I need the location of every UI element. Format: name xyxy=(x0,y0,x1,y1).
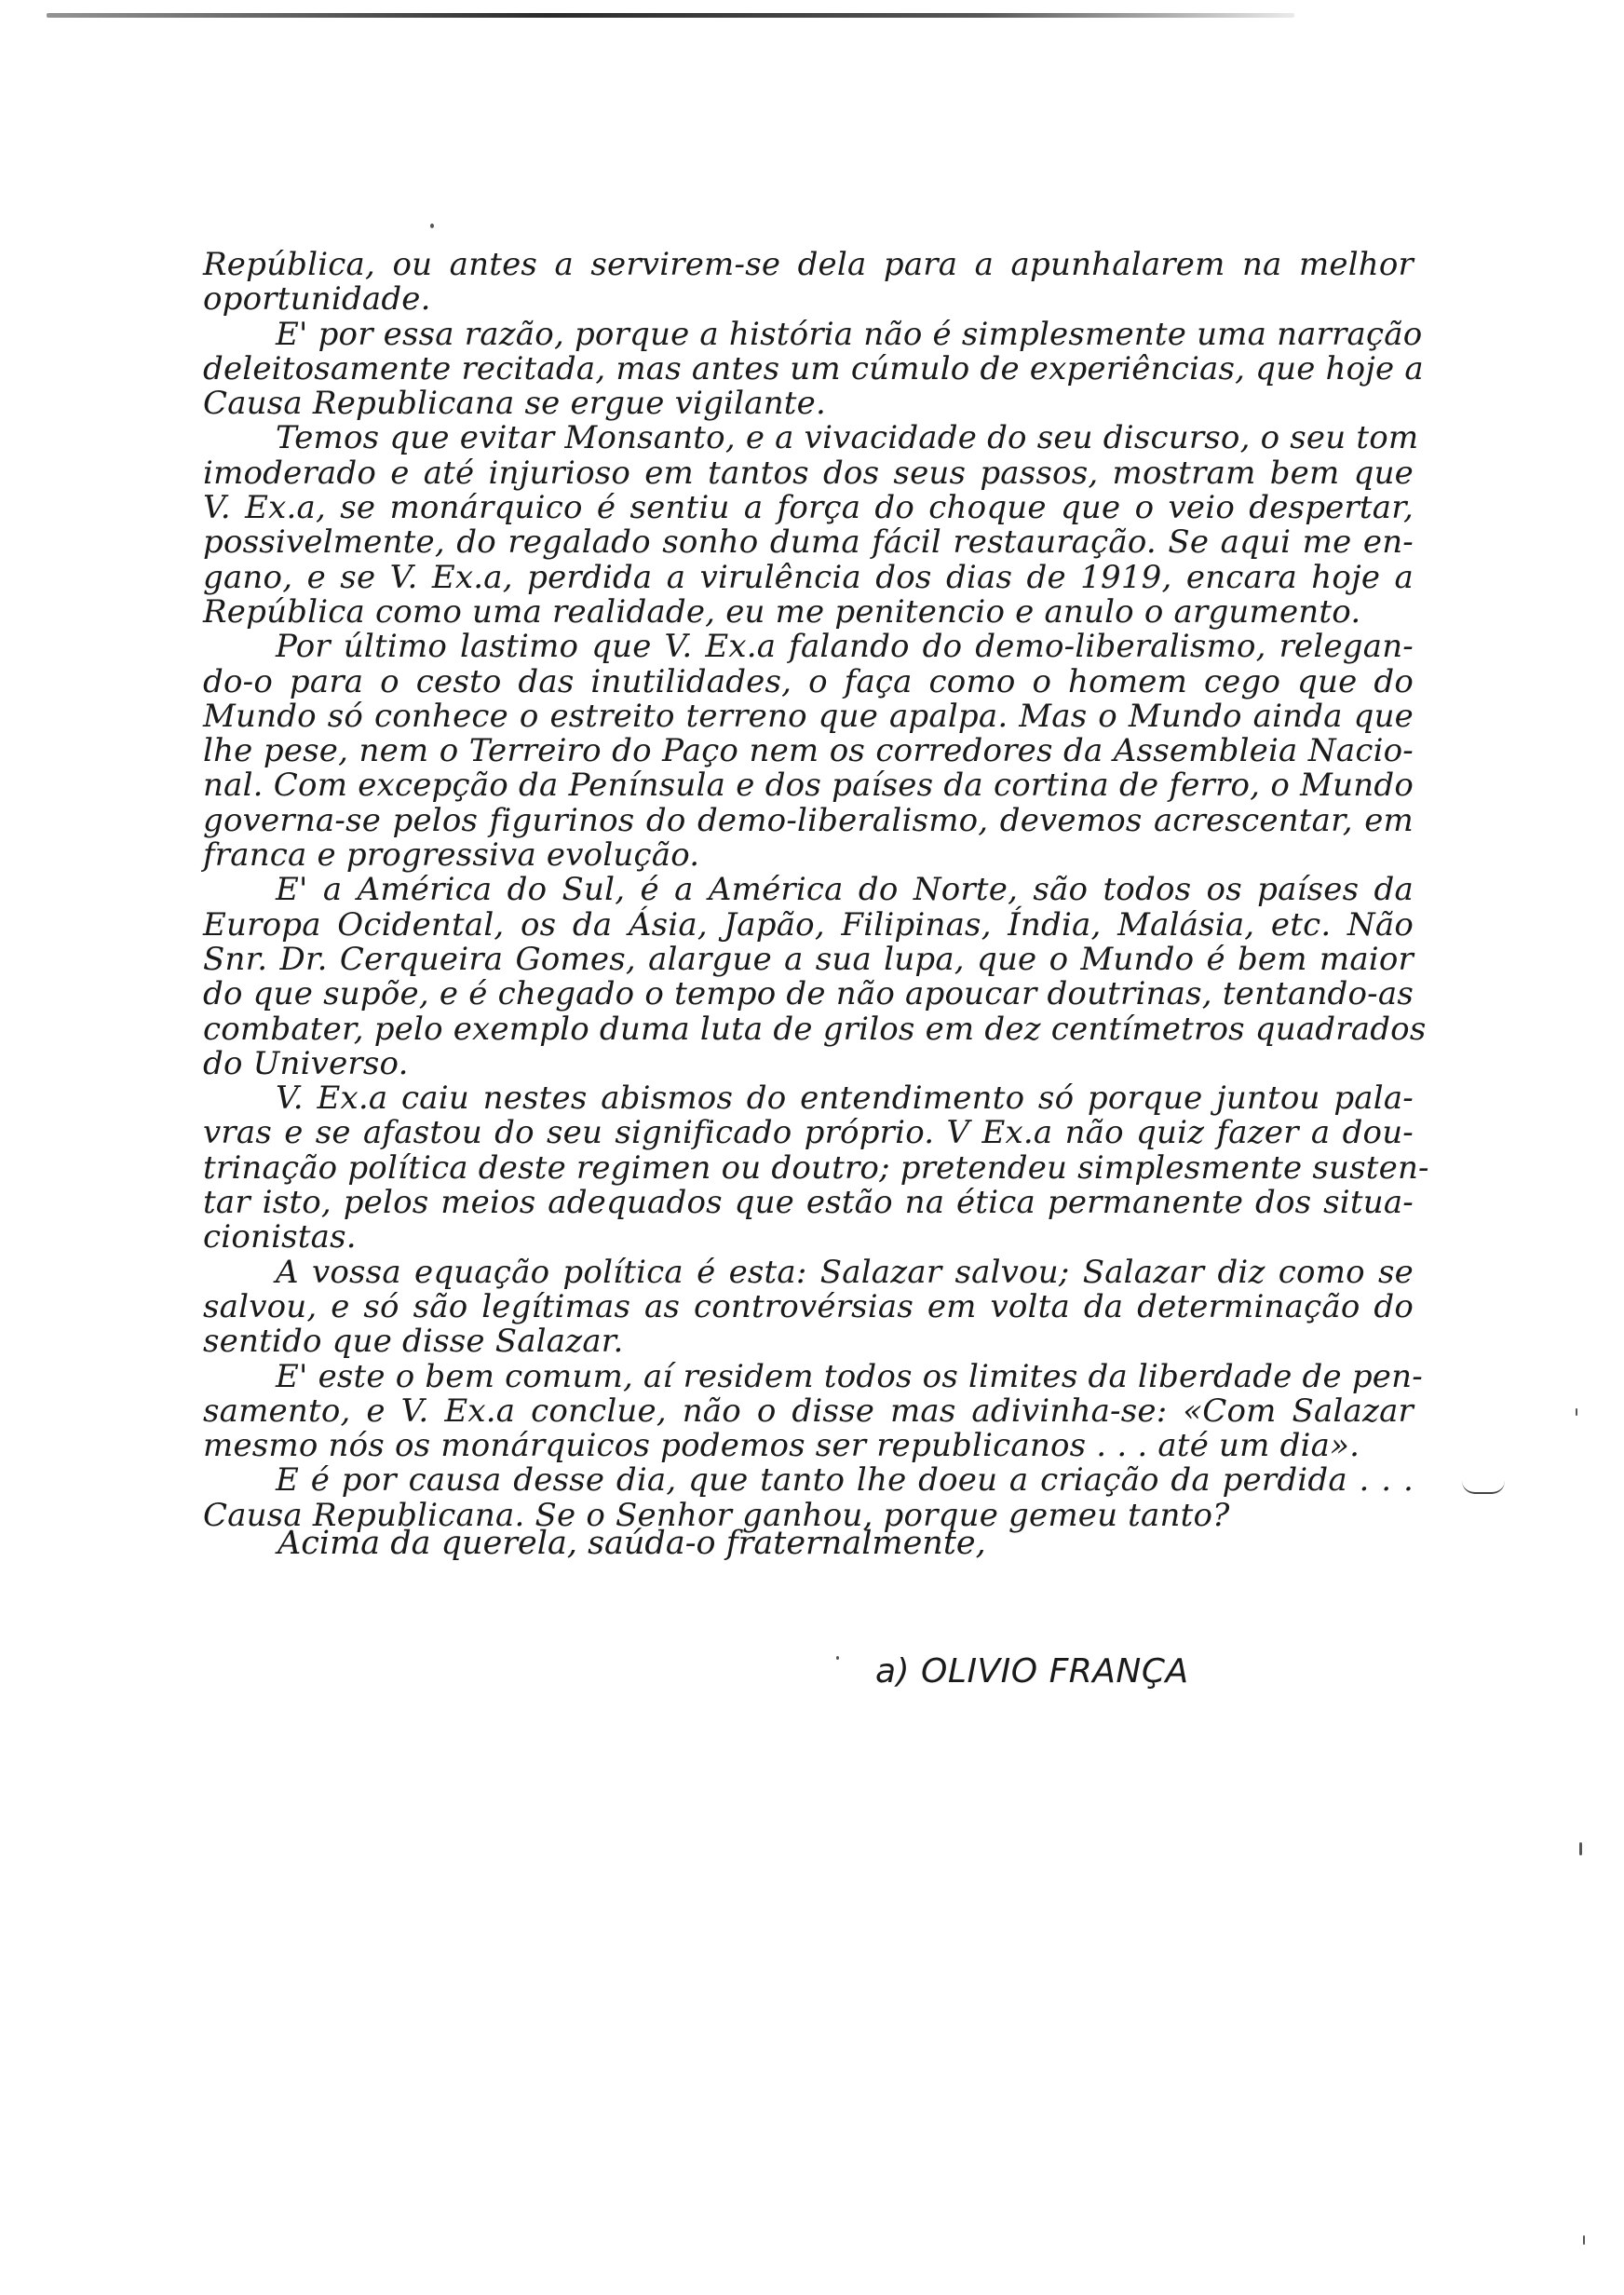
text-line: Por último lastimo que V. Ex.a falando do demo-liberalismo, relegan- xyxy=(276,628,1414,666)
text-line: imoderado e até injurioso em tantos dos seus passos, mostram bem que xyxy=(203,454,1414,492)
text-line: franca e progressiva evolução. xyxy=(203,836,700,875)
text-line: deleitosamente recitada, mas antes um cúmulo de experiências, que hoje a xyxy=(203,349,1424,387)
text-line: sentido que disse Salazar. xyxy=(203,1323,624,1361)
text-line: E é por causa desse dia, que tanto lhe doeu a criação da perdida . . . xyxy=(276,1461,1414,1500)
text-line: do que supõe, e é chegado o tempo de não apoucar doutrinas, tentando-as xyxy=(203,975,1414,1013)
text-line: tar isto, pelos meios adequados que estão na ética permanente dos situa- xyxy=(203,1184,1414,1222)
text-line: trinação política deste regimen ou doutro; pretendeu simplesmente susten- xyxy=(203,1148,1429,1187)
scan-speck xyxy=(1576,1408,1577,1416)
letter-body xyxy=(203,246,1429,1534)
text-line: A vossa equação política é esta: Salazar salvou; Salazar diz como se xyxy=(276,1253,1414,1291)
text-line: vras e se afastou do seu significado próprio. V Ex.a não quiz fazer a dou- xyxy=(203,1114,1414,1152)
text-line: samento, e V. Ex.a conclue, não o disse mas adivinha-se: «Com Salazar xyxy=(203,1392,1414,1430)
scan-speck xyxy=(1583,2235,1585,2245)
scan-speck xyxy=(1579,1842,1582,1855)
text-line: Snr. Dr. Cerqueira Gomes, alargue a sua lupa, que o Mundo é bem maior xyxy=(203,940,1414,978)
text-line: do-o para o cesto das inutilidades, o faça como o homem cego que do xyxy=(203,662,1414,700)
text-line: Mundo só conhece o estreito terreno que apalpa. Mas o Mundo ainda que xyxy=(203,697,1414,735)
text-line: República como uma realidade, eu me penitencio e anulo o argumento. xyxy=(203,592,1361,631)
text-line: V. Ex.a caiu nestes abismos do entendimento só porque juntou pala- xyxy=(276,1080,1414,1118)
closing-salutation: Acima da querela, saúda-o fraternalmente, xyxy=(277,1525,986,1562)
text-line: lhe pese, nem o Terreiro do Paço nem os corredores da Assembleia Nacio- xyxy=(203,732,1414,770)
text-line: cionistas. xyxy=(203,1218,357,1256)
text-line: República, ou antes a servirem-se dela para a apunhalarem na melhor xyxy=(203,246,1414,283)
scan-speck xyxy=(430,224,434,228)
text-line: combater, pelo exemplo duma luta de grilos em dez centímetros quadrados xyxy=(203,1010,1427,1048)
text-line: salvou, e só são legítimas as controvérsias em volta da determinação do xyxy=(203,1287,1414,1325)
text-line: E' por essa razão, porque a história não é simplesmente uma narração xyxy=(276,315,1423,353)
scan-speck xyxy=(836,1656,839,1660)
scan-edge-mark xyxy=(1462,1481,1505,1494)
signature-line: a) OLIVIO FRANÇA xyxy=(875,1652,1189,1691)
text-line: Causa Republicana se ergue vigilante. xyxy=(203,385,826,423)
text-line: V. Ex.a, se monárquico é sentiu a força do choque que o veio despertar, xyxy=(203,489,1414,527)
text-line: Temos que evitar Monsanto, e a vivacidade do seu discurso, o seu tom xyxy=(276,419,1419,457)
text-line: E' a América do Sul, é a América do Norte, são todos os países da xyxy=(276,871,1414,909)
text-line: possivelmente, do regalado sonho duma fácil restauração. Se aqui me en- xyxy=(203,523,1414,562)
top-edge-rule xyxy=(47,13,1294,18)
text-line: gano, e se V. Ex.a, perdida a virulência dos dias de 1919, encara hoje a xyxy=(203,558,1414,596)
text-line: Causa Republicana. Se o Senhor ganhou, porque gemeu tanto? xyxy=(203,1496,1230,1534)
text-line: mesmo nós os monárquicos podemos ser republicanos . . . até um dia». xyxy=(203,1427,1360,1465)
text-line: Europa Ocidental, os da Ásia, Japão, Filipinas, Índia, Malásia, etc. Não xyxy=(203,905,1414,944)
text-line: nal. Com excepção da Península e dos países da cortina de ferro, o Mundo xyxy=(203,767,1414,805)
text-line: E' este o bem comum, aí residem todos os limites da liberdade de pen- xyxy=(276,1357,1423,1395)
text-line: oportunidade. xyxy=(203,280,431,319)
text-line: governa-se pelos figurinos do demo-liberalismo, devemos acrescentar, em xyxy=(203,801,1414,839)
text-line: do Universo. xyxy=(203,1044,409,1082)
